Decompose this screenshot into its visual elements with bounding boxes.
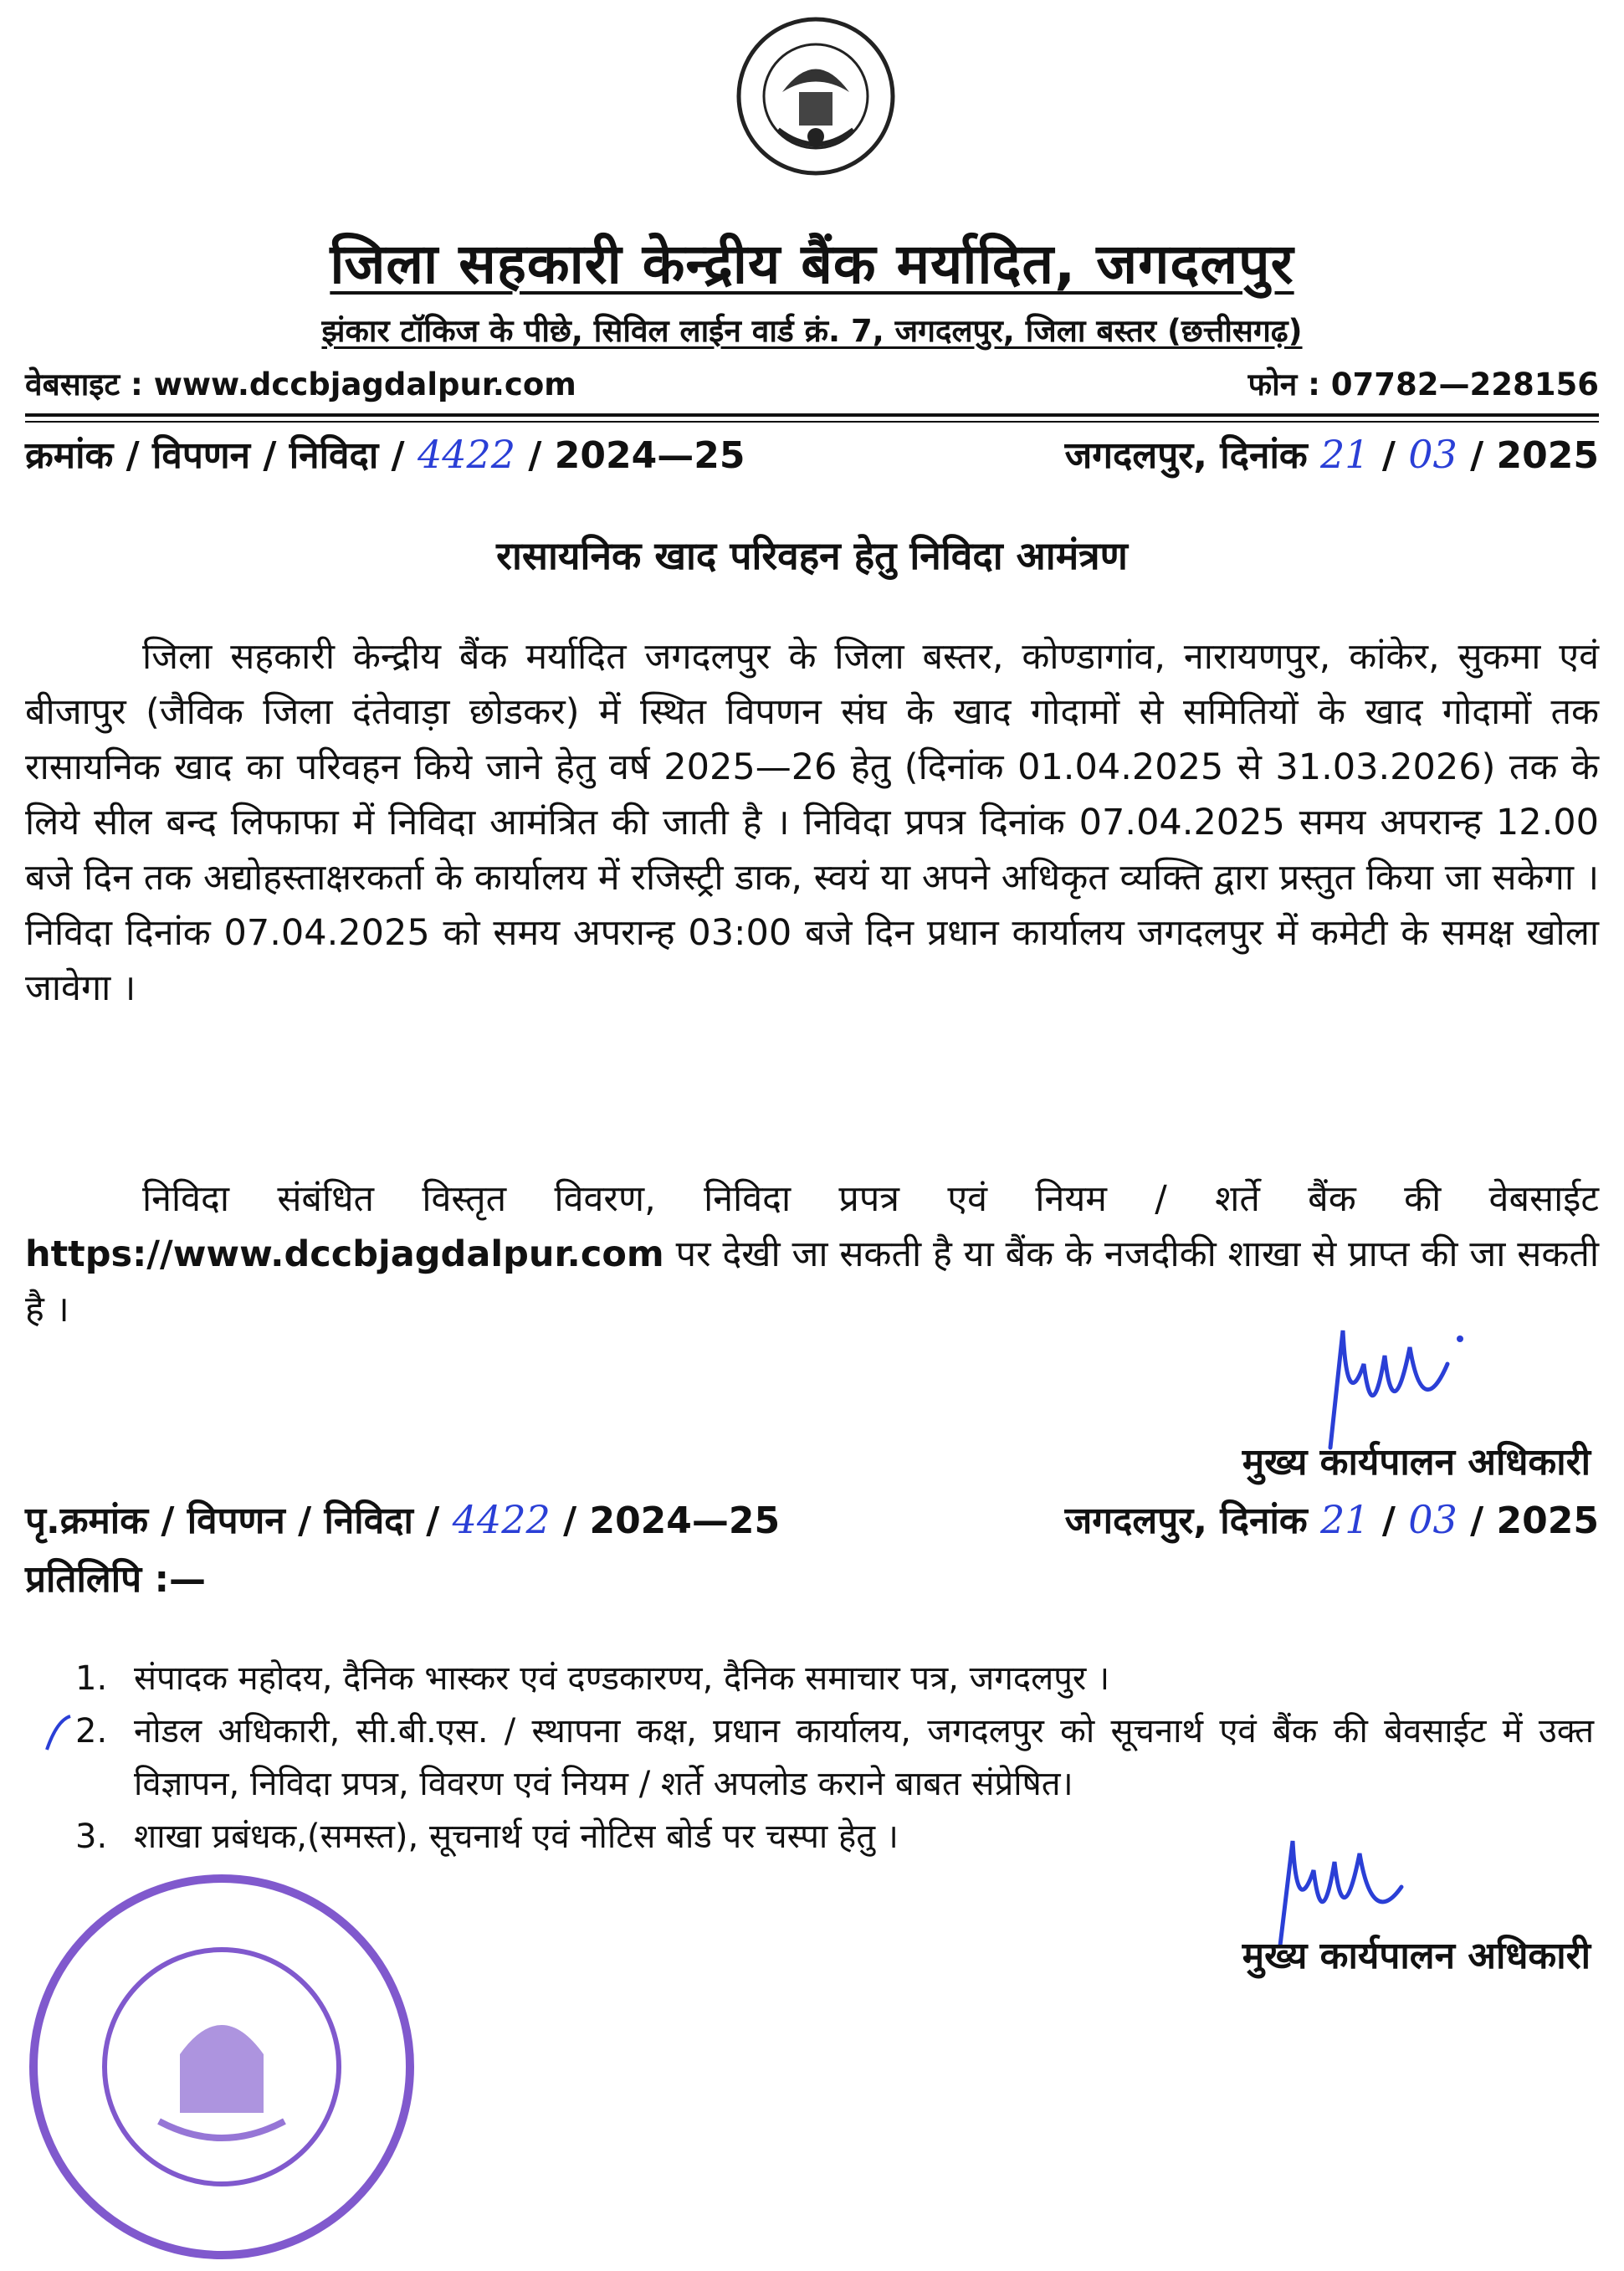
copy-reference-day: 21 [1319,1497,1370,1542]
website-link[interactable]: www.dccbjagdalpur.com [153,367,576,402]
copy-reference-number: 4422 [452,1497,551,1542]
bank-emblem-logo [732,13,899,180]
paragraph-2-end: पर देखी जा सकती है या बैंक के नजदीकी शाखा से प्राप्त की जा सकती है । [25,1233,1599,1330]
list-item [25,1705,1594,1811]
reference-day: 21 [1319,432,1370,477]
body-paragraph-2 [25,1171,1599,1337]
list-item [25,1653,1594,1705]
copy-reference-year: / 2024—25 [563,1499,781,1542]
copy-reference-date-year: / 2025 [1470,1499,1599,1542]
handwritten-tick-icon [40,1712,74,1754]
body-paragraph-1: जिला सहकारी केन्द्रीय बैंक मर्यादित जगदलपुर के जिला बस्तर, कोण्डागांव, नारायणपुर, कांकेर, सुकमा एवं बीजापुर (जैविक जिला दंतेवाड़ा छोडकर) में स्थित विपणन संघ के खाद गोदामों से समितियों के खाद गोदामों तक रासायनिक खाद का परिवहन किये जाने हेतु वर्ष 2025—26 हेतु (दिनांक 01.04.2025 से 31.03.2026) तक के लिये सील बन्द लिफाफा में निविदा आमंत्रित की जाती है । निविदा प्रपत्र दिनांक 07.04.2025 समय अपरान्ह 12.00 बजे दिन तक अद्योहस्ताक्षरकर्ता के कार्यालय में रजिस्ट्री डाक, स्वयं या अपने अधिकृत व्यक्ति द्वारा प्रस्तुत किया जा सकेगा । निविदा दिनांक 07.04.2025 को समय अपरान्ह 03:00 बजे दिन प्रधान कार्यालय जगदलपुर में कमेटी के समक्ष खोला जावेगा । [25,636,1599,1009]
reference-year: / 2024—25 [528,434,745,477]
reference-date: जगदलपुर, दिनांक 21 / 03 / 2025 [1064,432,1599,477]
reference-line [25,428,1599,487]
copy-to-heading: प्रतिलिपि :— [25,1558,207,1601]
header-divider [25,413,1599,417]
signatory-designation-2: मुख्य कार्यपालन अधिकारी [1242,1935,1591,1977]
bank-seal-stamp [25,1870,418,2263]
notice-subject: रासायनिक खाद परिवहन हेतु निविदा आमंत्रण [496,533,1128,578]
copy-reference-date-label: जगदलपुर, दिनांक [1064,1499,1308,1542]
signatory-designation: मुख्य कार्यपालन अधिकारी [1242,1441,1591,1484]
list-item-text: शाखा प्रबंधक,(समस्त), सूचनार्थ एवं नोटिस बोर्ड पर चस्पा हेतु । [134,1817,899,1856]
copy-reference-prefix: पृ.क्रमांक / विपणन / निविदा / [25,1499,440,1542]
reference-date-year: / 2025 [1470,434,1599,477]
copy-reference-line [25,1494,1599,1552]
list-item-number: 2. [75,1712,108,1751]
bank-address: झंकार टॉकिज के पीछे, सिविल लाईन वार्ड क्रं. 7, जगदलपुर, जिला बस्तर (छत्तीसगढ़) [321,313,1303,349]
reference-month: 03 [1408,432,1458,477]
list-item-text: संपादक महोदय, दैनिक भास्कर एवं दण्डकारण्य, दैनिक समाचार पत्र, जगदलपुर । [134,1659,1110,1698]
copy-reference-date: जगदलपुर, दिनांक 21 / 03 / 2025 [1064,1497,1599,1542]
paragraph-2-start: निविदा संबंधित विस्तृत विवरण, निविदा प्रपत्र एवं नियम / शर्ते बैंक की वेबसाईट [142,1178,1599,1220]
phone-label: फोन : [1247,367,1320,402]
website-row [25,361,576,404]
bank-name-title: जिला सहकारी केन्द्रीय बैंक मर्यादित, जगदलपुर [330,232,1294,296]
reference-prefix: क्रमांक / विपणन / निविदा / [25,434,405,477]
reference-date-label: जगदलपुर, दिनांक [1064,434,1308,477]
list-item-text: नोडल अधिकारी, सी.बी.एस. / स्थापना कक्ष, प्रधान कार्यालय, जगदलपुर को सूचनार्थ एवं बैंक की बेवसाईट में उक्त विज्ञापन, निविदा प्रपत्र, विवरण एवं नियम / शर्ते अपलोड कराने बाबत संप्रेषित। [134,1712,1594,1803]
website-label: वेबसाइट : [25,367,143,402]
phone-number: 07782—228156 [1330,367,1599,402]
tender-website-link[interactable]: https://www.dccbjagdalpur.com [25,1233,664,1275]
reference-number: 4422 [417,432,516,477]
phone-row [1248,361,1599,404]
list-item-number: 3. [75,1817,108,1856]
list-item-number: 1. [75,1659,108,1698]
header-divider-thin [25,421,1599,423]
copy-reference-month: 03 [1408,1497,1458,1542]
